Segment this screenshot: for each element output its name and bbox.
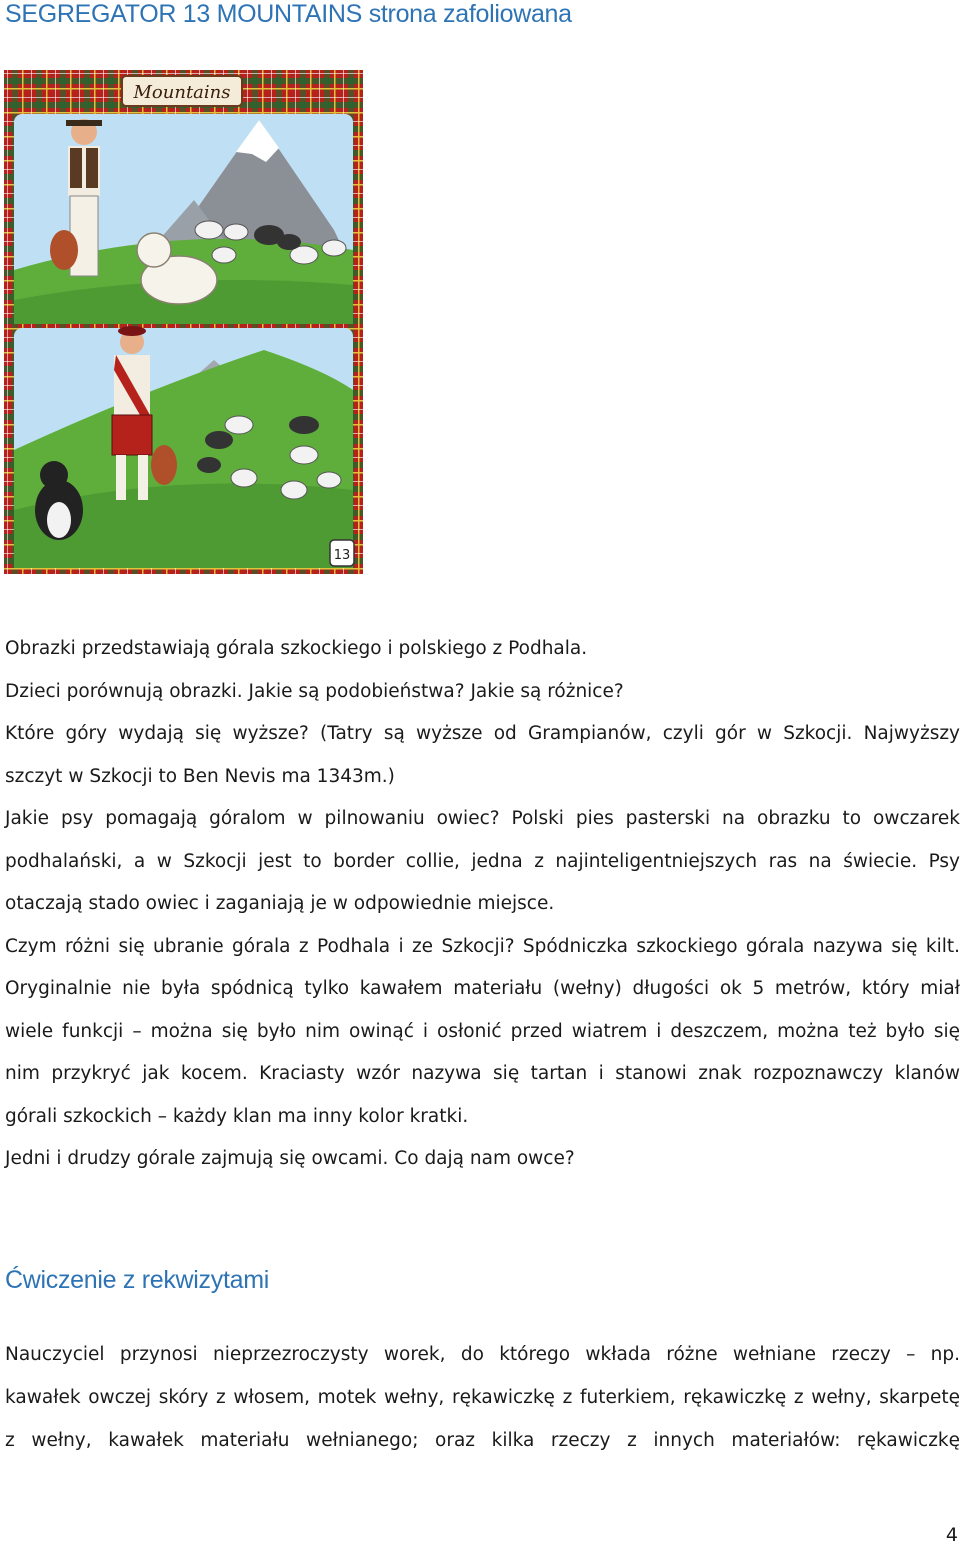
paragraph-line: otaczają stado owiec i zaganiają je w odpowiednie miejsce. (5, 893, 555, 914)
paragraph-line: Nauczyciel przynosi nieprzezroczysty worek, do którego wkłada różne wełniane rzeczy – np. (5, 1344, 960, 1365)
card-number: 13 (333, 548, 351, 563)
paragraph-line: kawałek owczej skóry z włosem, motek wełny, rękawiczkę z futerkiem, rękawiczkę z wełny, skarpetę (5, 1387, 960, 1408)
paragraph-line: z wełny, kawałek materiału wełnianego; oraz kilka rzeczy z innych materiałów: rękawiczkę (5, 1430, 960, 1451)
description-text (5, 628, 960, 1181)
paragraph-line: Jakie psy pomagają góralom w pilnowaniu owiec? Polski pies pasterski na obrazku to owczarek (5, 808, 960, 829)
paragraph-line: szczyt w Szkocji to Ben Nevis ma 1343m.) (5, 765, 395, 787)
paragraph-line: Które góry wydają się wyższe? (Tatry są wyższe od Grampianów, czyli gór w Szkocji. Najwyższy (5, 723, 960, 744)
mountains-card-image (4, 70, 363, 574)
section-heading: Ćwiczenie z rekwizytami (5, 1266, 269, 1294)
page-number: 4 (945, 1524, 958, 1546)
scotland-scene (14, 326, 353, 568)
paragraph-line: Czym różni się ubranie górala z Podhala i ze Szkocji? Spódniczka szkockiego górala nazywa się kilt. (5, 935, 960, 957)
paragraph-line: Jedni i drudzy górale zajmują się owcami. Co dają nam owce? (5, 1148, 575, 1169)
paragraph-line: Obrazki przedstawiają górala szkockiego i polskiego z Podhala. (5, 638, 588, 659)
exercise-text (5, 1333, 960, 1462)
paragraph-line: Dzieci porównują obrazki. Jakie są podobieństwa? Jakie są różnice? (5, 680, 624, 702)
card-title: Mountains (133, 82, 231, 103)
paragraph-line: Oryginalnie nie była spódnicą tylko kawałem materiału (wełny) długości ok 5 metrów, który miał (5, 978, 960, 999)
paragraph-line: nim przykryć jak kocem. Kraciasty wzór nazywa się tartan i stanowi znak rozpoznawczy klanów (5, 1063, 960, 1084)
paragraph-line: podhalański, a w Szkocji jest to border collie, jedna z najinteligentniejszych ras na świecie. Psy (5, 850, 960, 872)
podhale-scene (14, 114, 353, 324)
document-title: SEGREGATOR 13 MOUNTAINS strona zafoliowana (5, 0, 572, 28)
paragraph-line: wiele funkcji – można się było nim owinąć i osłonić przed wiatrem i deszczem, można też było się (5, 1020, 960, 1042)
paragraph-line: górali szkockich – każdy klan ma inny kolor kratki. (5, 1105, 469, 1127)
